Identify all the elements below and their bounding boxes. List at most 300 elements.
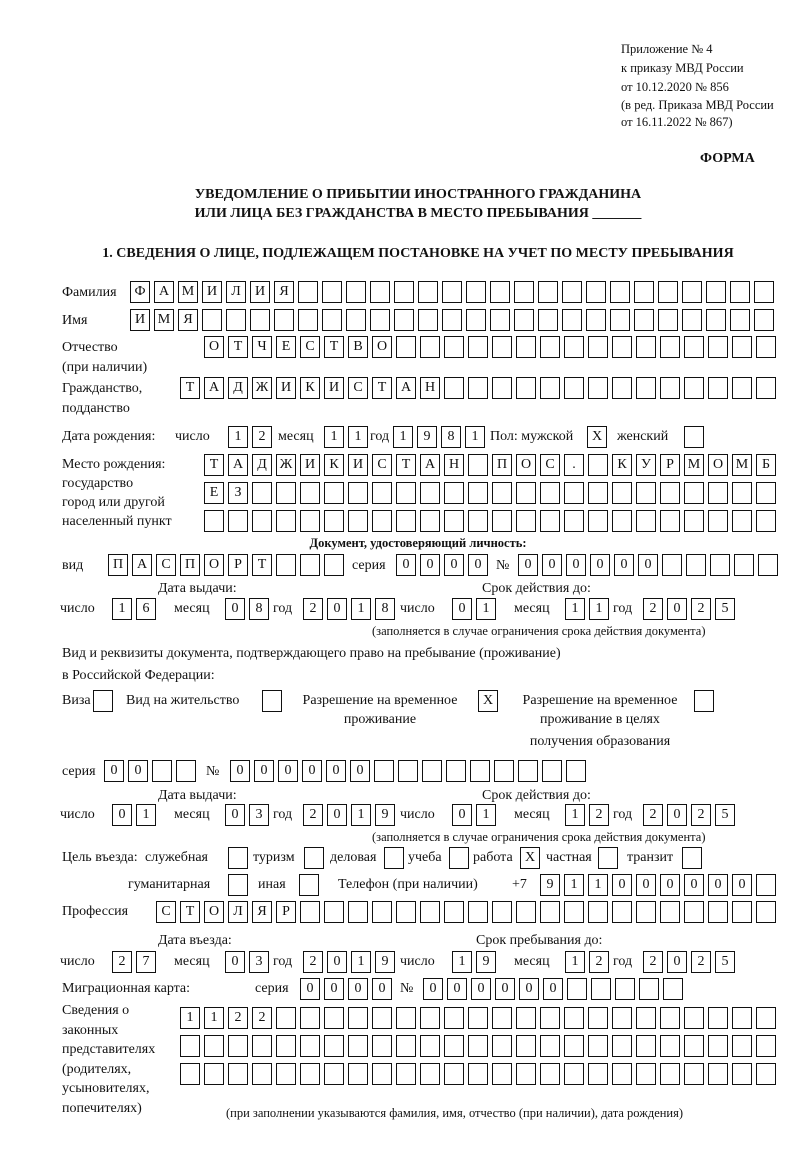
- char-cell[interactable]: [228, 1035, 248, 1057]
- char-cell[interactable]: [586, 309, 606, 331]
- char-cell[interactable]: [396, 1063, 416, 1085]
- char-cell[interactable]: [732, 482, 752, 504]
- char-cell[interactable]: 0: [128, 760, 148, 782]
- char-cell[interactable]: 0: [423, 978, 443, 1000]
- char-cell[interactable]: [566, 760, 586, 782]
- char-cell[interactable]: [468, 377, 488, 399]
- char-cell[interactable]: 2: [691, 804, 711, 826]
- char-cell[interactable]: [588, 1007, 608, 1029]
- char-cell[interactable]: [324, 482, 344, 504]
- purpose-checkbox[interactable]: [598, 847, 618, 869]
- char-cell[interactable]: [516, 482, 536, 504]
- char-cell[interactable]: О: [516, 454, 536, 476]
- char-cell[interactable]: [591, 978, 611, 1000]
- char-cell[interactable]: 1: [565, 598, 585, 620]
- char-cell[interactable]: Ж: [252, 377, 272, 399]
- char-cell[interactable]: 1: [565, 951, 585, 973]
- char-cell[interactable]: 1: [589, 598, 609, 620]
- char-cell[interactable]: [420, 1063, 440, 1085]
- char-cell[interactable]: [300, 510, 320, 532]
- char-cell[interactable]: 0: [638, 554, 658, 576]
- char-cell[interactable]: [732, 1007, 752, 1029]
- char-cell[interactable]: Д: [252, 454, 272, 476]
- char-cell[interactable]: [276, 1007, 296, 1029]
- char-cell[interactable]: [176, 760, 196, 782]
- char-cell[interactable]: [468, 1063, 488, 1085]
- char-cell[interactable]: [636, 901, 656, 923]
- char-cell[interactable]: 9: [417, 426, 437, 448]
- char-cell[interactable]: [396, 482, 416, 504]
- purpose-checkbox[interactable]: X: [520, 847, 540, 869]
- char-cell[interactable]: [710, 554, 730, 576]
- char-cell[interactable]: [636, 482, 656, 504]
- char-cell[interactable]: [420, 482, 440, 504]
- char-cell[interactable]: [250, 309, 270, 331]
- char-cell[interactable]: [612, 336, 632, 358]
- char-cell[interactable]: 1: [351, 804, 371, 826]
- char-cell[interactable]: 2: [228, 1007, 248, 1029]
- char-cell[interactable]: [636, 510, 656, 532]
- temp-residence-checkbox[interactable]: X: [478, 690, 498, 712]
- char-cell[interactable]: [444, 901, 464, 923]
- char-cell[interactable]: [422, 760, 442, 782]
- char-cell[interactable]: [754, 309, 774, 331]
- char-cell[interactable]: [300, 482, 320, 504]
- char-cell[interactable]: [300, 901, 320, 923]
- char-cell[interactable]: [732, 510, 752, 532]
- char-cell[interactable]: Т: [204, 454, 224, 476]
- char-cell[interactable]: [152, 760, 172, 782]
- char-cell[interactable]: [730, 309, 750, 331]
- char-cell[interactable]: [420, 1007, 440, 1029]
- char-cell[interactable]: [420, 901, 440, 923]
- char-cell[interactable]: [442, 281, 462, 303]
- char-cell[interactable]: [612, 510, 632, 532]
- char-cell[interactable]: [420, 510, 440, 532]
- char-cell[interactable]: [684, 1035, 704, 1057]
- char-cell[interactable]: 8: [441, 426, 461, 448]
- char-cell[interactable]: 1: [465, 426, 485, 448]
- char-cell[interactable]: [348, 1063, 368, 1085]
- char-cell[interactable]: А: [204, 377, 224, 399]
- char-cell[interactable]: Т: [252, 554, 272, 576]
- char-cell[interactable]: [588, 901, 608, 923]
- char-cell[interactable]: [540, 901, 560, 923]
- char-cell[interactable]: [682, 309, 702, 331]
- char-cell[interactable]: [758, 554, 778, 576]
- char-cell[interactable]: 2: [303, 598, 323, 620]
- char-cell[interactable]: О: [708, 454, 728, 476]
- char-cell[interactable]: [634, 281, 654, 303]
- char-cell[interactable]: [516, 1063, 536, 1085]
- char-cell[interactable]: 9: [540, 874, 560, 896]
- char-cell[interactable]: [662, 554, 682, 576]
- char-cell[interactable]: [444, 510, 464, 532]
- char-cell[interactable]: [732, 901, 752, 923]
- purpose-checkbox[interactable]: [304, 847, 324, 869]
- char-cell[interactable]: [396, 510, 416, 532]
- purpose-checkbox[interactable]: [384, 847, 404, 869]
- char-cell[interactable]: [732, 1063, 752, 1085]
- char-cell[interactable]: 0: [112, 804, 132, 826]
- char-cell[interactable]: [660, 1007, 680, 1029]
- char-cell[interactable]: [396, 901, 416, 923]
- char-cell[interactable]: О: [204, 554, 224, 576]
- char-cell[interactable]: [639, 978, 659, 1000]
- char-cell[interactable]: [612, 1063, 632, 1085]
- char-cell[interactable]: С: [372, 454, 392, 476]
- char-cell[interactable]: [346, 281, 366, 303]
- char-cell[interactable]: [276, 1035, 296, 1057]
- char-cell[interactable]: [588, 336, 608, 358]
- char-cell[interactable]: 0: [300, 978, 320, 1000]
- char-cell[interactable]: [516, 1007, 536, 1029]
- char-cell[interactable]: 2: [589, 951, 609, 973]
- char-cell[interactable]: [300, 554, 320, 576]
- char-cell[interactable]: 0: [327, 598, 347, 620]
- char-cell[interactable]: [708, 377, 728, 399]
- char-cell[interactable]: [492, 482, 512, 504]
- char-cell[interactable]: [540, 377, 560, 399]
- char-cell[interactable]: [588, 482, 608, 504]
- char-cell[interactable]: Л: [228, 901, 248, 923]
- char-cell[interactable]: 0: [660, 874, 680, 896]
- purpose-checkbox[interactable]: [228, 847, 248, 869]
- char-cell[interactable]: 0: [667, 804, 687, 826]
- char-cell[interactable]: [394, 309, 414, 331]
- char-cell[interactable]: С: [156, 554, 176, 576]
- char-cell[interactable]: 0: [708, 874, 728, 896]
- char-cell[interactable]: Я: [252, 901, 272, 923]
- char-cell[interactable]: Н: [420, 377, 440, 399]
- char-cell[interactable]: [708, 336, 728, 358]
- char-cell[interactable]: [636, 336, 656, 358]
- char-cell[interactable]: [276, 554, 296, 576]
- char-cell[interactable]: [324, 1035, 344, 1057]
- char-cell[interactable]: 0: [302, 760, 322, 782]
- char-cell[interactable]: [538, 309, 558, 331]
- char-cell[interactable]: 0: [519, 978, 539, 1000]
- char-cell[interactable]: [372, 1063, 392, 1085]
- char-cell[interactable]: [564, 1035, 584, 1057]
- char-cell[interactable]: 0: [684, 874, 704, 896]
- char-cell[interactable]: [516, 336, 536, 358]
- char-cell[interactable]: 0: [327, 951, 347, 973]
- char-cell[interactable]: [540, 510, 560, 532]
- char-cell[interactable]: И: [348, 454, 368, 476]
- char-cell[interactable]: [588, 377, 608, 399]
- char-cell[interactable]: [660, 901, 680, 923]
- char-cell[interactable]: [492, 1063, 512, 1085]
- char-cell[interactable]: [610, 309, 630, 331]
- char-cell[interactable]: [346, 309, 366, 331]
- char-cell[interactable]: 2: [252, 1007, 272, 1029]
- char-cell[interactable]: [564, 510, 584, 532]
- char-cell[interactable]: 0: [444, 554, 464, 576]
- char-cell[interactable]: [684, 482, 704, 504]
- char-cell[interactable]: [444, 377, 464, 399]
- char-cell[interactable]: 0: [104, 760, 124, 782]
- char-cell[interactable]: 0: [372, 978, 392, 1000]
- char-cell[interactable]: 2: [303, 804, 323, 826]
- char-cell[interactable]: [418, 309, 438, 331]
- char-cell[interactable]: [252, 1035, 272, 1057]
- char-cell[interactable]: 2: [112, 951, 132, 973]
- char-cell[interactable]: [468, 1007, 488, 1029]
- char-cell[interactable]: [468, 482, 488, 504]
- char-cell[interactable]: [756, 510, 776, 532]
- char-cell[interactable]: 6: [136, 598, 156, 620]
- char-cell[interactable]: 3: [249, 951, 269, 973]
- char-cell[interactable]: А: [396, 377, 416, 399]
- char-cell[interactable]: [324, 510, 344, 532]
- char-cell[interactable]: [324, 1007, 344, 1029]
- char-cell[interactable]: [663, 978, 683, 1000]
- char-cell[interactable]: 8: [249, 598, 269, 620]
- char-cell[interactable]: Я: [274, 281, 294, 303]
- char-cell[interactable]: [226, 309, 246, 331]
- char-cell[interactable]: [706, 309, 726, 331]
- char-cell[interactable]: Т: [180, 377, 200, 399]
- char-cell[interactable]: 0: [327, 804, 347, 826]
- char-cell[interactable]: О: [204, 901, 224, 923]
- char-cell[interactable]: Л: [226, 281, 246, 303]
- char-cell[interactable]: [372, 1007, 392, 1029]
- char-cell[interactable]: 0: [254, 760, 274, 782]
- char-cell[interactable]: 9: [476, 951, 496, 973]
- char-cell[interactable]: 0: [350, 760, 370, 782]
- char-cell[interactable]: 0: [495, 978, 515, 1000]
- char-cell[interactable]: И: [250, 281, 270, 303]
- char-cell[interactable]: 0: [667, 951, 687, 973]
- female-checkbox[interactable]: [684, 426, 704, 448]
- char-cell[interactable]: [588, 1063, 608, 1085]
- char-cell[interactable]: К: [612, 454, 632, 476]
- char-cell[interactable]: И: [276, 377, 296, 399]
- char-cell[interactable]: [466, 309, 486, 331]
- char-cell[interactable]: А: [228, 454, 248, 476]
- char-cell[interactable]: [492, 377, 512, 399]
- char-cell[interactable]: [684, 377, 704, 399]
- residence-permit-checkbox[interactable]: [262, 690, 282, 712]
- char-cell[interactable]: [538, 281, 558, 303]
- char-cell[interactable]: [708, 1063, 728, 1085]
- char-cell[interactable]: [636, 1007, 656, 1029]
- char-cell[interactable]: [252, 510, 272, 532]
- char-cell[interactable]: [708, 1035, 728, 1057]
- char-cell[interactable]: М: [178, 281, 198, 303]
- char-cell[interactable]: [492, 901, 512, 923]
- char-cell[interactable]: 1: [351, 598, 371, 620]
- char-cell[interactable]: 1: [324, 426, 344, 448]
- char-cell[interactable]: [492, 336, 512, 358]
- char-cell[interactable]: [514, 309, 534, 331]
- char-cell[interactable]: [348, 482, 368, 504]
- char-cell[interactable]: 0: [452, 804, 472, 826]
- char-cell[interactable]: [370, 281, 390, 303]
- char-cell[interactable]: [300, 1007, 320, 1029]
- char-cell[interactable]: [492, 510, 512, 532]
- char-cell[interactable]: 0: [447, 978, 467, 1000]
- char-cell[interactable]: [612, 901, 632, 923]
- char-cell[interactable]: [322, 281, 342, 303]
- char-cell[interactable]: [658, 281, 678, 303]
- char-cell[interactable]: 8: [375, 598, 395, 620]
- char-cell[interactable]: [612, 1007, 632, 1029]
- char-cell[interactable]: С: [300, 336, 320, 358]
- char-cell[interactable]: А: [420, 454, 440, 476]
- char-cell[interactable]: 0: [636, 874, 656, 896]
- char-cell[interactable]: [756, 482, 776, 504]
- char-cell[interactable]: [180, 1035, 200, 1057]
- char-cell[interactable]: [276, 1063, 296, 1085]
- char-cell[interactable]: [684, 510, 704, 532]
- char-cell[interactable]: Я: [178, 309, 198, 331]
- char-cell[interactable]: [374, 760, 394, 782]
- char-cell[interactable]: 0: [566, 554, 586, 576]
- char-cell[interactable]: 1: [228, 426, 248, 448]
- char-cell[interactable]: [730, 281, 750, 303]
- char-cell[interactable]: [562, 309, 582, 331]
- visa-checkbox[interactable]: [93, 690, 113, 712]
- char-cell[interactable]: С: [348, 377, 368, 399]
- char-cell[interactable]: [586, 281, 606, 303]
- char-cell[interactable]: 1: [393, 426, 413, 448]
- char-cell[interactable]: 0: [468, 554, 488, 576]
- char-cell[interactable]: [588, 510, 608, 532]
- char-cell[interactable]: [706, 281, 726, 303]
- char-cell[interactable]: [394, 281, 414, 303]
- char-cell[interactable]: П: [108, 554, 128, 576]
- char-cell[interactable]: [756, 1035, 776, 1057]
- char-cell[interactable]: [684, 336, 704, 358]
- char-cell[interactable]: [468, 901, 488, 923]
- char-cell[interactable]: [442, 309, 462, 331]
- char-cell[interactable]: 1: [112, 598, 132, 620]
- char-cell[interactable]: [708, 482, 728, 504]
- char-cell[interactable]: 1: [476, 598, 496, 620]
- char-cell[interactable]: [540, 1035, 560, 1057]
- char-cell[interactable]: [612, 482, 632, 504]
- char-cell[interactable]: 1: [565, 804, 585, 826]
- char-cell[interactable]: Ж: [276, 454, 296, 476]
- char-cell[interactable]: [398, 760, 418, 782]
- char-cell[interactable]: [274, 309, 294, 331]
- char-cell[interactable]: [612, 377, 632, 399]
- char-cell[interactable]: [708, 510, 728, 532]
- char-cell[interactable]: [756, 1063, 776, 1085]
- char-cell[interactable]: 2: [303, 951, 323, 973]
- char-cell[interactable]: 0: [518, 554, 538, 576]
- char-cell[interactable]: [564, 1063, 584, 1085]
- char-cell[interactable]: [470, 760, 490, 782]
- char-cell[interactable]: [396, 1007, 416, 1029]
- char-cell[interactable]: [444, 1063, 464, 1085]
- char-cell[interactable]: И: [300, 454, 320, 476]
- char-cell[interactable]: [732, 1035, 752, 1057]
- char-cell[interactable]: [228, 1063, 248, 1085]
- char-cell[interactable]: [490, 281, 510, 303]
- char-cell[interactable]: П: [492, 454, 512, 476]
- char-cell[interactable]: [756, 1007, 776, 1029]
- char-cell[interactable]: А: [132, 554, 152, 576]
- char-cell[interactable]: [518, 760, 538, 782]
- char-cell[interactable]: М: [684, 454, 704, 476]
- char-cell[interactable]: [348, 510, 368, 532]
- char-cell[interactable]: [276, 482, 296, 504]
- char-cell[interactable]: [660, 377, 680, 399]
- char-cell[interactable]: [516, 510, 536, 532]
- char-cell[interactable]: 1: [476, 804, 496, 826]
- char-cell[interactable]: Т: [180, 901, 200, 923]
- char-cell[interactable]: 0: [612, 874, 632, 896]
- purpose-checkbox[interactable]: [682, 847, 702, 869]
- char-cell[interactable]: [468, 454, 488, 476]
- char-cell[interactable]: [612, 1035, 632, 1057]
- char-cell[interactable]: 0: [225, 804, 245, 826]
- char-cell[interactable]: [658, 309, 678, 331]
- char-cell[interactable]: [564, 901, 584, 923]
- char-cell[interactable]: [564, 482, 584, 504]
- char-cell[interactable]: 9: [375, 804, 395, 826]
- char-cell[interactable]: [370, 309, 390, 331]
- char-cell[interactable]: [444, 1035, 464, 1057]
- char-cell[interactable]: 2: [691, 598, 711, 620]
- char-cell[interactable]: 0: [667, 598, 687, 620]
- char-cell[interactable]: Т: [228, 336, 248, 358]
- char-cell[interactable]: [734, 554, 754, 576]
- char-cell[interactable]: 0: [396, 554, 416, 576]
- char-cell[interactable]: [204, 1063, 224, 1085]
- char-cell[interactable]: [204, 510, 224, 532]
- char-cell[interactable]: 2: [643, 951, 663, 973]
- char-cell[interactable]: [615, 978, 635, 1000]
- char-cell[interactable]: [540, 1063, 560, 1085]
- char-cell[interactable]: 0: [614, 554, 634, 576]
- char-cell[interactable]: 1: [588, 874, 608, 896]
- char-cell[interactable]: Е: [276, 336, 296, 358]
- char-cell[interactable]: [228, 510, 248, 532]
- char-cell[interactable]: [348, 1035, 368, 1057]
- char-cell[interactable]: 0: [225, 951, 245, 973]
- purpose-checkbox[interactable]: [449, 847, 469, 869]
- char-cell[interactable]: 0: [732, 874, 752, 896]
- char-cell[interactable]: [660, 1063, 680, 1085]
- char-cell[interactable]: [396, 336, 416, 358]
- char-cell[interactable]: А: [154, 281, 174, 303]
- char-cell[interactable]: Т: [396, 454, 416, 476]
- char-cell[interactable]: Б: [756, 454, 776, 476]
- char-cell[interactable]: 2: [252, 426, 272, 448]
- char-cell[interactable]: 0: [230, 760, 250, 782]
- char-cell[interactable]: 1: [348, 426, 368, 448]
- char-cell[interactable]: [492, 1035, 512, 1057]
- char-cell[interactable]: 0: [225, 598, 245, 620]
- male-checkbox[interactable]: X: [587, 426, 607, 448]
- char-cell[interactable]: К: [324, 454, 344, 476]
- char-cell[interactable]: [444, 336, 464, 358]
- char-cell[interactable]: 3: [249, 804, 269, 826]
- char-cell[interactable]: О: [372, 336, 392, 358]
- char-cell[interactable]: [324, 554, 344, 576]
- char-cell[interactable]: Д: [228, 377, 248, 399]
- char-cell[interactable]: [610, 281, 630, 303]
- char-cell[interactable]: [396, 1035, 416, 1057]
- char-cell[interactable]: [660, 1035, 680, 1057]
- char-cell[interactable]: 0: [324, 978, 344, 1000]
- char-cell[interactable]: [708, 901, 728, 923]
- char-cell[interactable]: [180, 1063, 200, 1085]
